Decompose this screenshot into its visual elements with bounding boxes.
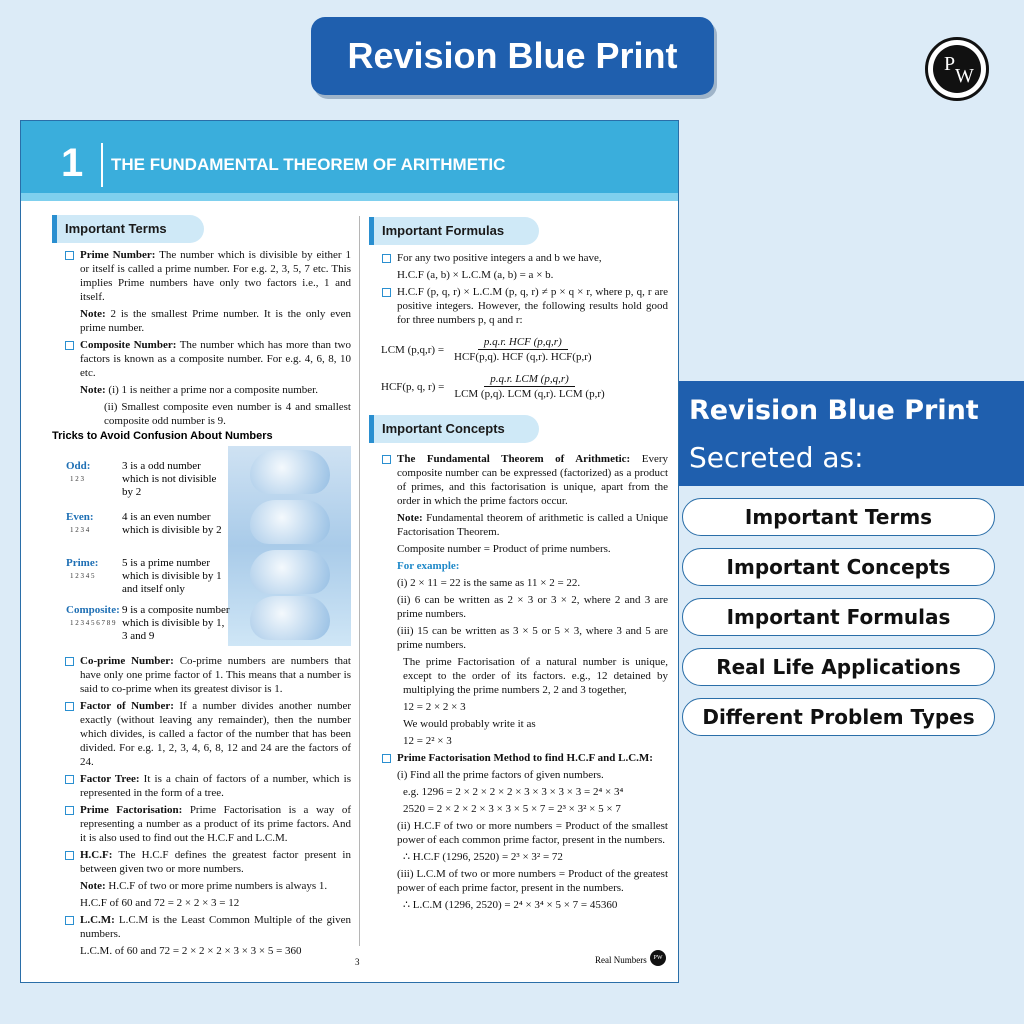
section-head-concepts — [369, 415, 539, 443]
term-lcm: L.C.M: L.C.M is the Least Common Multiple of the given numbers. — [64, 913, 351, 941]
chapter-number: 1 — [61, 141, 84, 185]
term-composite-note-ii: (ii) Smallest composite even number is 4 and smallest composite odd number is 9. — [104, 401, 351, 427]
logo-letter-w: W — [955, 65, 974, 87]
section-head-formulas — [369, 217, 539, 245]
tricks-title: Tricks to Avoid Confusion About Numbers — [52, 430, 273, 442]
chapter-header — [21, 121, 678, 193]
concept-ex-i: (i) 2 × 11 = 22 is the same as 11 × 2 = 22. — [397, 577, 581, 589]
hcf-formula: HCF(p, q, r) = $\frac{\text{p.q.r. LCM (p,q,r)}}{\text{LCM (p,q). LCM (q,r). LCM (p,r)}}$ — [381, 373, 605, 400]
chapter-title: THE FUNDAMENTAL THEOREM OF ARITHMETIC — [111, 155, 506, 174]
right-panel-title: Revision Blue Print — [689, 395, 979, 426]
pill-real-life-applications: Real Life Applications — [682, 648, 995, 686]
formulas-block — [381, 251, 668, 401]
logo-letter-p: P — [944, 53, 956, 75]
document-page — [20, 120, 679, 983]
term-hcf-example: H.C.F of 60 and 72 = 2 × 2 × 3 = 12 — [80, 897, 240, 909]
section-head-terms — [52, 215, 204, 243]
right-panel — [679, 381, 1024, 486]
term-hcf-note: Note: H.C.F of two or more prime numbers is always 1. — [80, 880, 328, 892]
concept-composite-eq: Composite number = Product of prime numbers. — [397, 543, 611, 555]
term-factor-tree: Factor Tree: It is a chain of factors of a number, which is represented in the form of a tree. — [64, 772, 351, 800]
term-prime: Prime Number: The number which is divisible by either 1 or itself is called a prime number. For e.g. 2, 3, 5, 7 etc. This implies Prime numbers have only two factors i.e., 1 and itself. — [64, 248, 351, 304]
term-factor: Factor of Number: If a number divides another number exactly (without leaving any remainder), then the number which divides, is called a factor of the number that has been divided. For e.g. 1, 2, 3, 4, 6, 8, 12 and 24 are the factors of 24. — [64, 699, 351, 769]
concept-pfm-i-eg2: 2520 = 2 × 2 × 2 × 3 × 3 × 5 × 7 = 2³ × 3² × 5 × 7 — [403, 803, 621, 815]
concept-ex-iii-more: The prime Factorisation of a natural number is unique, except to the order of its factors. e.g., 12 detained by multiplying the prime numbers 2, 2 and 3 together, — [403, 656, 668, 696]
concept-example-label: For example: — [397, 560, 460, 572]
terms-top — [64, 248, 351, 431]
top-banner — [311, 17, 714, 95]
tricks-box: Odd: 1 2 3 3 is a odd number which is not divisible by 2 Even: 1 2 3 4 4 is an even number which is divisible by 2 Prime: 1 2 3 4 5 5 is a prime number which is divisible by 1 and itself only Composite: 1 2 3 4 5 6 7 8 9 9 is a composite number which is divisible by 1, 3 and 9 — [64, 446, 351, 646]
pill-important-formulas: Important Formulas — [682, 598, 995, 636]
chapter-separator — [101, 143, 103, 187]
concept-ex-ii: (ii) 6 can be written as 2 × 3 or 3 × 2, where 2 and 3 are prime numbers. — [397, 594, 668, 620]
formula-1b: H.C.F (a, b) × L.C.M (a, b) = a × b. — [397, 269, 554, 281]
term-prime-factorisation: Prime Factorisation: Prime Factorisation is a way of representing a number as a product of its prime factors. And it is also used to find out the H.C.F and L.C.M. — [64, 803, 351, 845]
pw-logo-icon — [925, 37, 989, 101]
column-divider — [359, 216, 360, 946]
concept-pfm-ii-eg: ∴ H.C.F (1296, 2520) = 2³ × 3² = 72 — [403, 851, 563, 863]
section-head-label: Important Concepts — [382, 421, 505, 436]
pill-different-problem-types: Different Problem Types — [682, 698, 995, 736]
page-number: 3 — [355, 957, 360, 967]
lcm-formula: LCM (p,q,r) = $\frac{\text{p.q.r. HCF (p,q,r)}}{\text{HCF(p,q). HCF (q,r). HCF(p,r)}}$ — [381, 336, 592, 363]
brain-illustration — [228, 446, 351, 646]
concept-ex-write: We would probably write it as — [403, 718, 536, 730]
right-panel-subtitle: Secreted as: — [689, 441, 864, 474]
concept-fta-note: Note: Fundamental theorem of arithmetic is called a Unique Factorisation Theorem. — [397, 512, 668, 538]
pill-important-concepts: Important Concepts — [682, 548, 995, 586]
concepts-block — [381, 452, 668, 915]
concept-pfm-iii: (iii) L.C.M of two or more numbers = Product of the greatest power of each prime factor, present in the numbers. — [397, 868, 668, 894]
concept-fta: The Fundamental Theorem of Arithmetic: Every composite number can be expressed (factorized) as a product of primes, and this factorisation is unique, apart from the order in which the prime factors occur. — [381, 452, 668, 508]
term-composite: Composite Number: The number which has more than two factors is known as a composite number. For e.g. 4, 6, 8, 10 etc. — [64, 338, 351, 380]
formula-2: H.C.F (p, q, r) × L.C.M (p, q, r) ≠ p × q × r, where p, q, r are positive integers. However, the following results hold good for three numbers p, q and r: — [381, 285, 668, 327]
term-composite-note: Note: (i) 1 is neither a prime nor a composite number. — [80, 384, 318, 396]
terms-bottom — [64, 654, 351, 961]
term-prime-note: Note: 2 is the smallest Prime number. It is the only even prime number. — [80, 308, 351, 334]
banner-title: Revision Blue Print — [347, 35, 678, 76]
footer-chapter: Real Numbers — [595, 955, 647, 965]
concept-pfm-i: (i) Find all the prime factors of given numbers. — [397, 769, 604, 781]
concept-ex-12a: 12 = 2 × 2 × 3 — [403, 701, 466, 713]
section-head-label: Important Terms — [65, 221, 167, 236]
chapter-strip — [21, 193, 678, 201]
formula-1: For any two positive integers a and b we have, — [381, 251, 668, 265]
pill-important-terms: Important Terms — [682, 498, 995, 536]
concept-pfm: Prime Factorisation Method to find H.C.F and L.C.M: — [381, 751, 668, 765]
concept-pfm-ii: (ii) H.C.F of two or more numbers = Product of the smallest power of each common prime factor, present in the numbers. — [397, 820, 668, 846]
pw-small-logo-icon: PW — [650, 950, 666, 966]
section-head-label: Important Formulas — [382, 223, 505, 238]
term-lcm-example: L.C.M. of 60 and 72 = 2 × 2 × 2 × 3 × 3 × 5 = 360 — [80, 945, 302, 957]
concept-ex-iii: (iii) 15 can be written as 3 × 5 or 5 × 3, where 3 and 5 are prime numbers. — [397, 625, 668, 651]
concept-ex-12b: 12 = 2² × 3 — [403, 735, 452, 747]
term-coprime: Co-prime Number: Co-prime numbers are numbers that have only one prime factor of 1. This means that a number is said to co-prime when its greatest divisor is 1. — [64, 654, 351, 696]
term-hcf: H.C.F: The H.C.F defines the greatest factor present in between given two or more numbers. — [64, 848, 351, 876]
concept-pfm-iii-eg: ∴ L.C.M (1296, 2520) = 2⁴ × 3⁴ × 5 × 7 = 45360 — [403, 899, 618, 911]
concept-pfm-i-eg1: e.g. 1296 = 2 × 2 × 2 × 2 × 3 × 3 × 3 × 3 = 2⁴ × 3⁴ — [403, 786, 624, 798]
